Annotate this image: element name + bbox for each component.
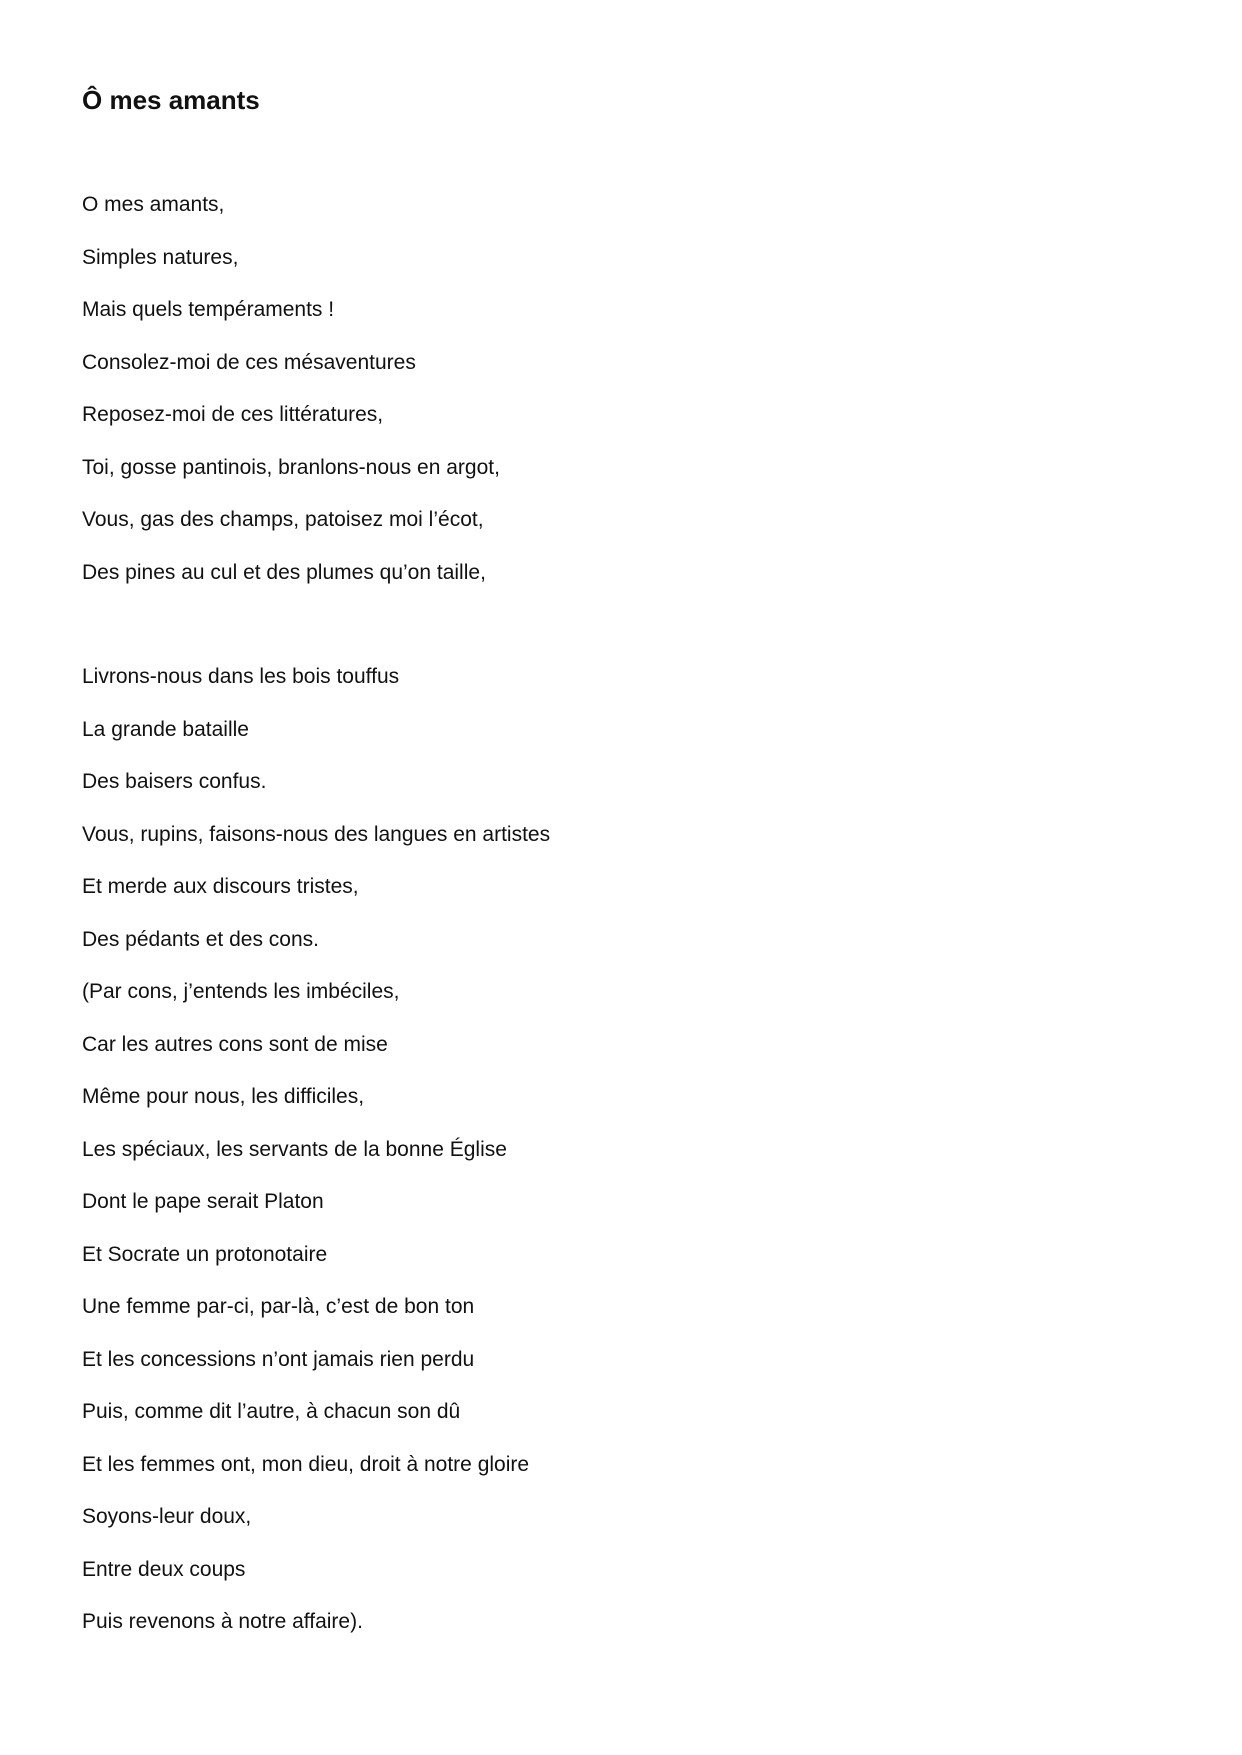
poem-line: Toi, gosse pantinois, branlons-nous en argot, [82, 455, 500, 479]
poem-line: Même pour nous, les difficiles, [82, 1085, 365, 1108]
poem-line: Puis revenons à notre affaire). [82, 1610, 363, 1633]
poem-line: Entre deux coups [82, 1557, 246, 1581]
poem-line: Et merde aux discours tristes, [82, 875, 359, 898]
poem-title: Ô mes amants [82, 85, 260, 115]
poem-line: Une femme par-ci, par-là, c’est de bon ton [82, 1295, 475, 1318]
poem-line: Puis, comme dit l’autre, à chacun son dû [82, 1400, 461, 1423]
poem-line: Des pédants et des cons. [82, 927, 319, 951]
poem-line: Et les femmes ont, mon dieu, droit à notre gloire [82, 1452, 530, 1476]
poem-line: Et Socrate un protonotaire [82, 1242, 328, 1266]
poem-line: Soyons-leur doux, [82, 1505, 252, 1528]
stanza-2 [82, 664, 550, 1662]
poem-line: Des baisers confus. [82, 770, 267, 793]
poem-line: (Par cons, j’entends les imbéciles, [82, 980, 400, 1003]
stanza-1 [82, 192, 500, 612]
poem-line: Reposez-moi de ces littératures, [82, 403, 384, 426]
poem-line: Livrons-nous dans les bois touffus [82, 665, 400, 688]
poem-line: Et les concessions n’ont jamais rien perdu [82, 1347, 475, 1371]
poem-line: Vous, rupins, faisons-nous des langues en artistes [82, 822, 551, 846]
poem-line: Les spéciaux, les servants de la bonne Église [82, 1137, 507, 1161]
poem-line: Car les autres cons sont de mise [82, 1032, 388, 1056]
poem-line: Mais quels tempéraments ! [82, 298, 335, 321]
poem-line: Dont le pape serait Platon [82, 1190, 324, 1213]
poem-line: Simples natures, [82, 245, 239, 269]
poem-line: La grande bataille [82, 717, 249, 741]
poem-line: Des pines au cul et des plumes qu’on taille, [82, 560, 486, 584]
poem-line: O mes amants, [82, 193, 225, 216]
poem-line: Consolez-moi de ces mésaventures [82, 350, 416, 374]
poem-line: Vous, gas des champs, patoisez moi l’écot, [82, 508, 484, 531]
